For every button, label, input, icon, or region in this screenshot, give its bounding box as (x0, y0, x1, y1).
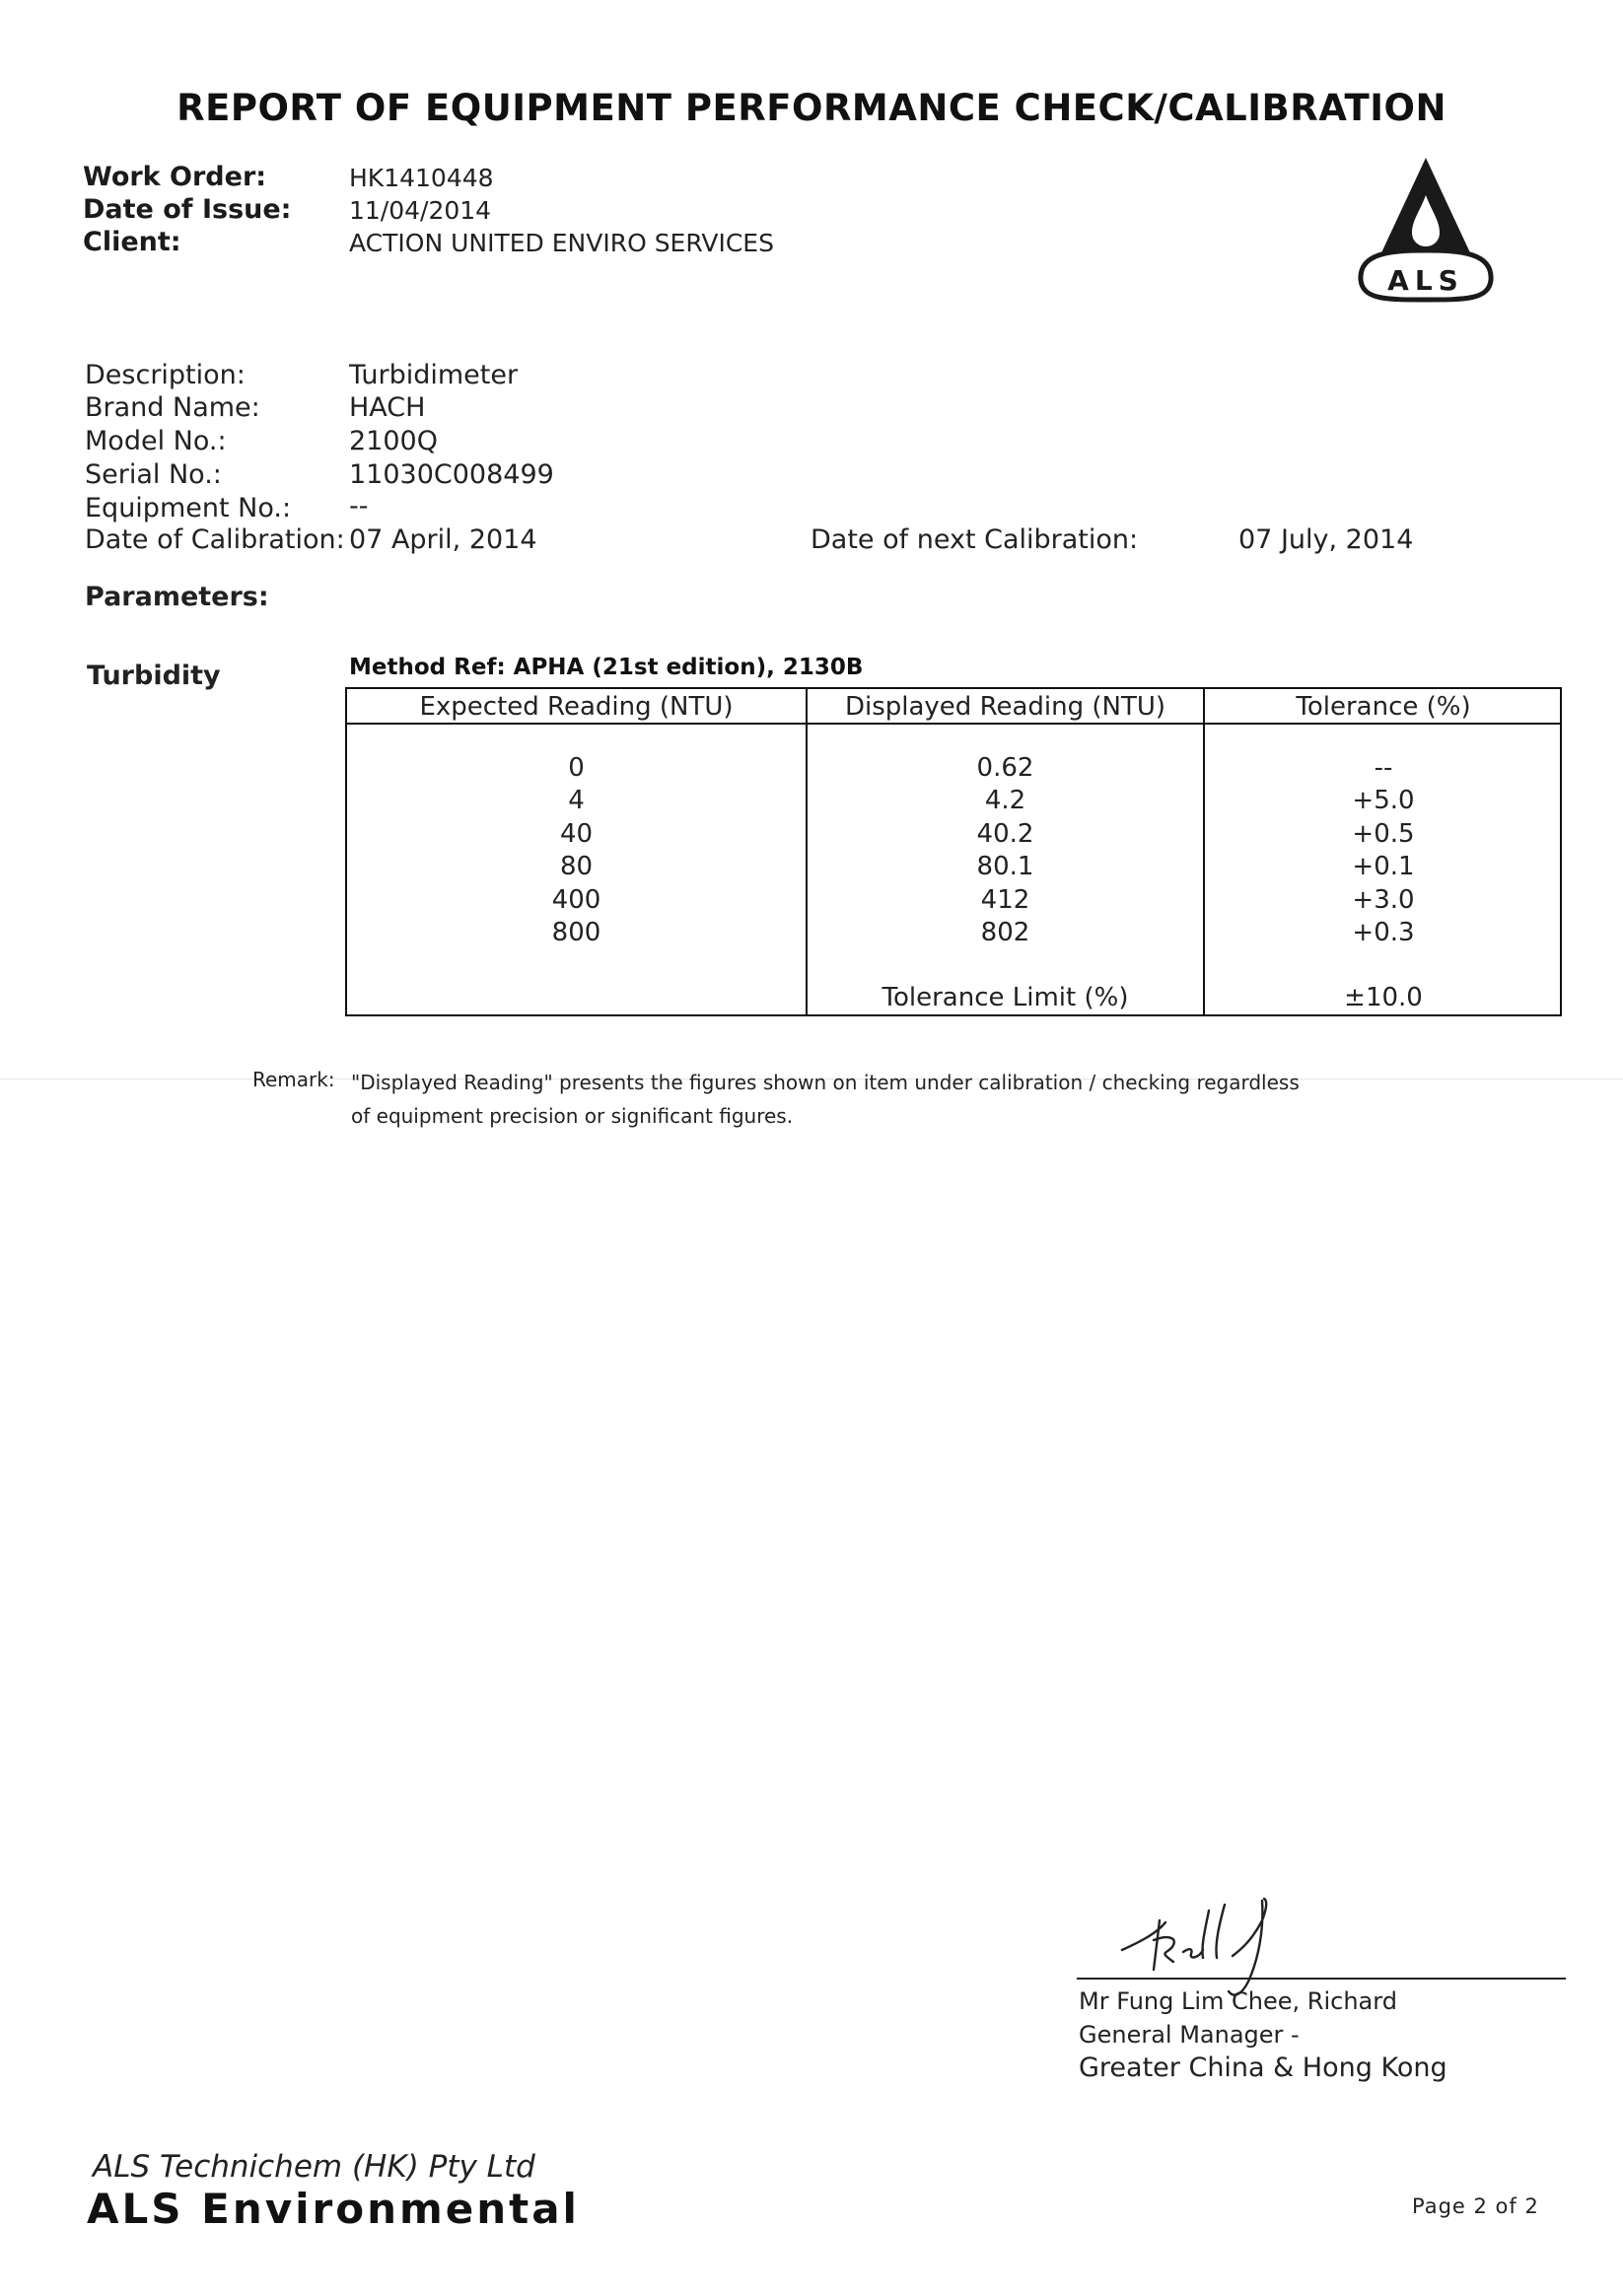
remark-line: "Displayed Reading" presents the figures shown on item under calibration / checking regardless (351, 1071, 1300, 1094)
tolerance-limit-label: Tolerance Limit (%) (882, 983, 1129, 1012)
displayed-value: 802 (980, 918, 1030, 947)
signatory-name: Mr Fung Lim Chee, Richard (1079, 1987, 1397, 2015)
tolerance-value: +5.0 (1352, 786, 1415, 815)
remark-text (351, 1066, 1386, 1133)
expected-value: 400 (551, 885, 601, 915)
als-environmental-logo: ALS Environmental (87, 2185, 580, 2233)
expected-value: 80 (559, 852, 594, 881)
next-calibration-label: Date of next Calibration: (811, 524, 1139, 555)
date-of-issue-label: Date of Issue: (83, 194, 292, 225)
signatory-region: Greater China & Hong Kong (1079, 2052, 1447, 2083)
method-reference: Method Ref: APHA (21st edition), 2130B (349, 655, 864, 680)
work-order-value: HK1410448 (349, 164, 494, 192)
parameters-heading: Parameters: (85, 582, 269, 612)
expected-value: 0 (568, 753, 585, 783)
displayed-value: 412 (980, 885, 1030, 915)
displayed-value: 80.1 (976, 852, 1034, 881)
equipment-no-value: -- (349, 491, 369, 522)
tolerance-value: +0.3 (1352, 918, 1415, 947)
serial-no-label: Serial No.: (85, 459, 222, 490)
tolerance-value: +0.1 (1352, 852, 1415, 881)
calibration-date-label: Date of Calibration: (85, 524, 345, 555)
calibration-table (345, 687, 1562, 1016)
expected-value: 800 (551, 918, 601, 947)
parameter-name: Turbidity (87, 661, 221, 691)
description-value: Turbidimeter (349, 360, 519, 390)
logo-text: ALS (1387, 264, 1464, 297)
model-no-label: Model No.: (85, 426, 227, 456)
tolerance-value: +0.5 (1352, 819, 1415, 849)
displayed-value: 0.62 (976, 753, 1034, 783)
column-header-tolerance: Tolerance (%) (1296, 692, 1471, 722)
expected-value: 40 (559, 819, 594, 849)
brand-name-label: Brand Name: (85, 392, 260, 423)
remark-label: Remark: (252, 1068, 335, 1091)
company-name: ALS Technichem (HK) Pty Ltd (93, 2149, 535, 2185)
equipment-no-label: Equipment No.: (85, 493, 292, 523)
client-label: Client: (83, 227, 181, 257)
tolerance-value: +3.0 (1352, 885, 1415, 915)
date-of-issue-value: 11/04/2014 (349, 196, 492, 225)
displayed-value: 4.2 (984, 786, 1026, 815)
serial-no-value: 11030C008499 (349, 459, 554, 490)
model-no-value: 2100Q (349, 426, 438, 456)
tolerance-limit-value: ±10.0 (1344, 983, 1423, 1012)
client-value: ACTION UNITED ENVIRO SERVICES (349, 229, 774, 257)
remark-line: of equipment precision or significant figures. (351, 1104, 794, 1128)
brand-name-value: HACH (349, 392, 426, 423)
report-title: REPORT OF EQUIPMENT PERFORMANCE CHECK/CALIBRATION (176, 87, 1447, 129)
description-label: Description: (85, 360, 246, 390)
column-header-expected: Expected Reading (NTU) (419, 692, 734, 722)
calibration-date-value: 07 April, 2014 (349, 524, 537, 555)
expected-value: 4 (568, 786, 585, 815)
als-flask-logo-icon (1351, 156, 1501, 304)
page-number: Page 2 of 2 (1412, 2194, 1539, 2218)
column-header-displayed: Displayed Reading (NTU) (844, 692, 1166, 722)
displayed-value: 40.2 (976, 819, 1034, 849)
signature-line (1077, 1978, 1566, 1980)
signatory-position: General Manager - (1079, 2021, 1300, 2049)
tolerance-value: -- (1374, 753, 1393, 783)
next-calibration-value: 07 July, 2014 (1238, 524, 1414, 555)
work-order-label: Work Order: (83, 162, 267, 192)
